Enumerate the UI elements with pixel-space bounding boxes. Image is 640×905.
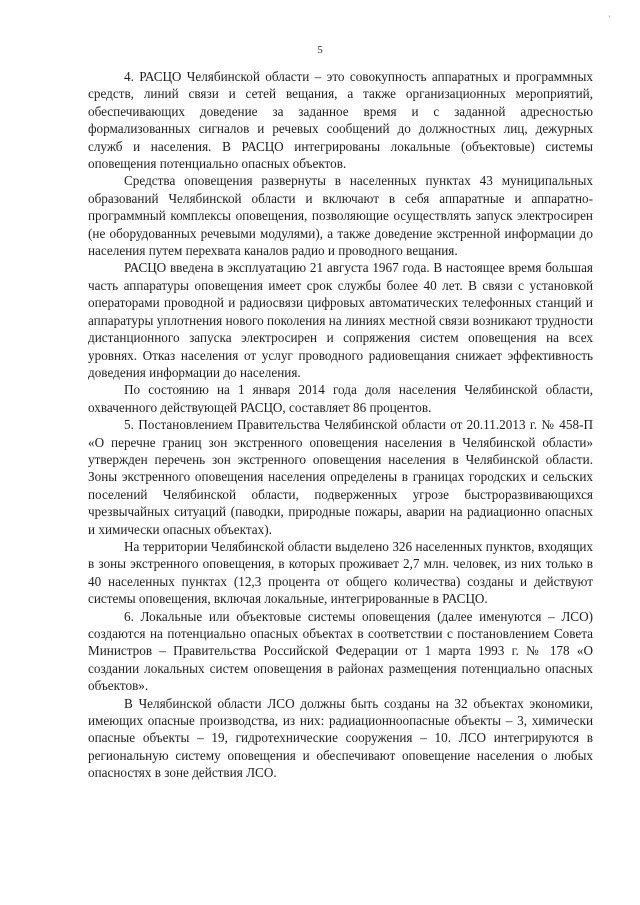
paragraph-6-local-systems: 6. Локальные или объектовые системы оповещения (далее именуются – ЛСО) создаются на потенциально опасных объектах в соответствии с постановлением Совета Министров – Правительства Российской Федерации от 1 марта 1993 г. № 178 «О создании локальных систем оповещения в районах размещения потенциально опасных объектов». [88, 608, 593, 694]
corner-mark: ' [608, 14, 610, 24]
paragraph-5-emergency-zones: 5. Постановлением Правительства Челябинской области от 20.11.2013 г. № 458-П «О перечне границ зон экстренного оповещения населения в Челябинской области» утвержден перечень зон экстренного оповещения населения в Челябинской области. Зоны экстренного оповещения населения определены в границах городских и сельских поселений Челябинской области, подверженных угрозе быстроразвивающихся чрезвычайных ситуаций (паводки, природные пожары, аварии на радиационно опасных и химически опасных объектах). [88, 417, 593, 537]
paragraph-lso-objects: В Челябинской области ЛСО должны быть созданы на 32 объектах экономики, имеющих опасные производства, из них: радиационноопасные объекты – 3, химически опасные объекты – 19, гидротехнические сооружения – 10. ЛСО интегрируются в региональную систему оповещения и обеспечивают оповещение населения о любых опасностях в зоне действия ЛСО. [88, 695, 593, 781]
paragraph-alert-means: Средства оповещения развернуты в населенных пунктах 43 муниципальных образований Челябинской области и включают в себя аппаратные и аппаратно-программный комплексы оповещения, позволяющие осуществлять запуск электросирен (не оборудованных речевыми модулями), а также доведение экстренной информации до населения путем перехвата каналов радио и проводного вещания. [88, 173, 593, 259]
paragraph-coverage-share: По состоянию на 1 января 2014 года доля населения Челябинской области, охваченного действующей РАСЦО, составляет 86 процентов. [88, 382, 593, 415]
paragraph-settlements-in-zones: На территории Челябинской области выделено 326 населенных пунктов, входящих в зоны экстренного оповещения, в которых проживает 2,7 млн. человек, из них только в 40 населенных пунктах (12,3 процента от общего количества) созданы и действуют системы оповещения, включая локальные, интегрированные в РАСЦО. [88, 538, 593, 607]
document-body [88, 68, 593, 782]
page-number: 5 [317, 44, 323, 56]
paragraph-4-rasco-definition: 4. РАСЦО Челябинской области – это совокупность аппаратных и программных средств, линий связи и сетей вещания, а также организационных мероприятий, обеспечивающих доведение за заданное время и с заданной адресностью формализованных сигналов и речевых сообщений до должностных лиц, дежурных служб и населения. В РАСЦО интегрированы локальные (объектовые) системы оповещения потенциально опасных объектов. [88, 69, 593, 172]
paragraph-rasco-commissioning: РАСЦО введена в эксплуатацию 21 августа 1967 года. В настоящее время большая часть аппаратуры оповещения имеет срок службы более 40 лет. В связи с установкой операторами проводной и радиосвязи цифровых автоматических телефонных станций и аппаратуры уплотнения нового поколения на линиях местной связи возникают трудности дистанционного запуска электросирен и сопряжения систем оповещения на всех уровнях. Отказ населения от услуг проводного радиовещания снижает эффективность доведения информации до населения. [88, 260, 593, 380]
